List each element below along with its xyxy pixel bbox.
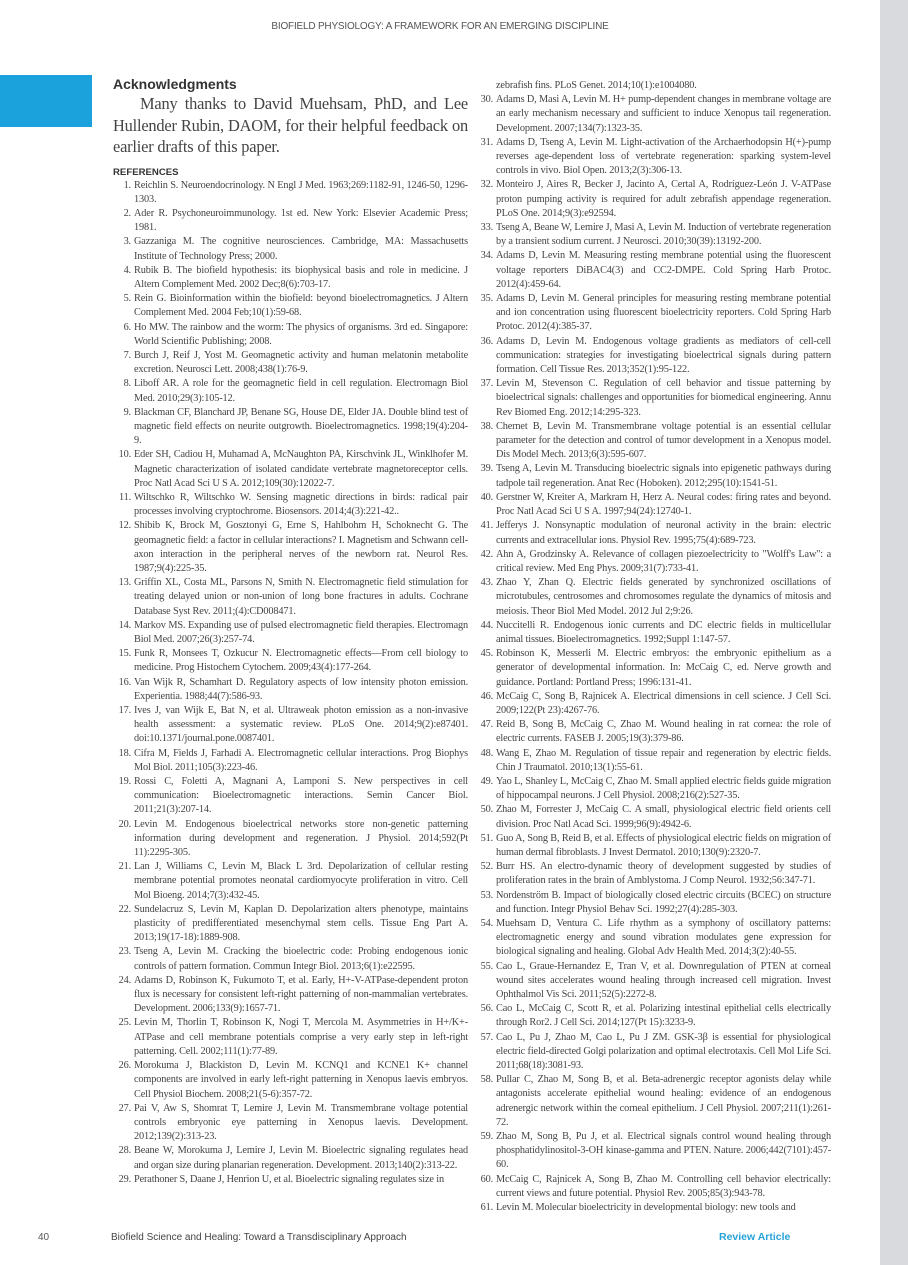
reference-text: Van Wijk R, Schamhart D. Regulatory aspects of low intensity photon emission. Experientia. 1988;44(7):586-93. — [134, 676, 468, 702]
reference-text: Tseng A, Levin M. Cracking the bioelectric code: Probing endogenous ionic controls of pattern formation. Commun Integr Biol. 2013;6(1):e22595. — [134, 946, 468, 972]
reference-item — [475, 249, 831, 292]
reference-text: Cao L, McCaig C, Scott R, et al. Polarizing intestinal epithelial cells electrically through Ror2. J Cell Sci. 2014;127(Pt 15):3233-9. — [496, 1003, 831, 1029]
references-list-left-column — [113, 179, 468, 1187]
reference-item — [113, 207, 468, 235]
reference-number: 12. — [118, 520, 131, 532]
reference-text: Adams D, Levin M. General principles for measuring resting membrane potential and ion concentration using fluorescent bioelectricity reporters. Cold Spring Harb Protoc. 2012(4):385-37. — [496, 293, 831, 333]
reference-number: 13. — [118, 577, 131, 589]
reference-item — [113, 179, 468, 207]
reference-number: 41. — [480, 520, 493, 532]
reference-text: Robinson K, Messerli M. Electric embryos: the embryonic epithelium as a generator of developmental information. In: McCaig C, ed. Nerve growth and guidance. Portland: Portland Press; 1996:131-41. — [496, 648, 831, 688]
reference-text: Reid B, Song B, McCaig C, Zhao M. Wound healing in rat cornea: the role of electric currents. FASEB J. 2005;19(3):379-86. — [496, 719, 831, 745]
reference-item — [475, 335, 831, 378]
journal-title: Biofield Science and Healing: Toward a Transdisciplinary Approach — [111, 1232, 407, 1243]
reference-item — [475, 1201, 831, 1215]
reference-text: Sundelacruz S, Levin M, Kaplan D. Depolarization alters phenotype, maintains plasticity of predifferentiated mesenchymal stem cells. Tissue Eng Part A. 2013;19(17-18):1889-908. — [134, 903, 468, 944]
reference-number: 40. — [480, 491, 493, 503]
reference-text: Levin M, Thorlin T, Robinson K, Nogi T, Mercola M. Asymmetries in H+/K+-ATPase and cell membrane potentials comprise a very early step in left-right patterning. Cell. 2002;111(1):77-89. — [134, 1017, 468, 1057]
reference-number: 6. — [123, 321, 131, 333]
accent-color-block — [0, 75, 92, 127]
reference-item — [113, 945, 468, 973]
reference-number: 18. — [118, 747, 131, 759]
reference-item — [113, 676, 468, 704]
reference-number: 30. — [480, 94, 493, 106]
reference-item — [475, 960, 831, 1003]
reference-text: Eder SH, Cadiou H, Muhamad A, McNaughton PA, Kirschvink JL, Winklhofer M. Magnetic characterization of isolated candidate vertebrate magnetoreceptor cells. Proc Natl Acad Sci U S A. 2012;109(30):12022-7. — [134, 449, 468, 489]
reference-item — [475, 803, 831, 831]
reference-text: Burch J, Reif J, Yost M. Geomagnetic activity and human melatonin metabolite excretion. Neurosci Lett. 2008;438(1):76-9. — [134, 349, 468, 376]
reference-number: 43. — [480, 577, 493, 589]
reference-number: 45. — [480, 648, 493, 660]
reference-text: Markov MS. Expanding use of pulsed electromagnetic field therapies. Electromagn Biol Med. 2007;26(3):257-74. — [134, 619, 468, 645]
reference-number: 35. — [480, 293, 493, 305]
reference-item — [113, 619, 468, 647]
reference-item — [475, 619, 831, 647]
reference-item — [113, 903, 468, 946]
acknowledgments-heading: Acknowledgments — [113, 76, 237, 92]
reference-item — [475, 548, 831, 576]
reference-number: 38. — [480, 420, 493, 432]
reference-text: Nordenström B. Impact of biologically closed electric circuits (BCEC) on structure and function. Integr Physiol Behav Sci. 1992;27(4):285-303. — [496, 889, 831, 915]
reference-item — [113, 1059, 468, 1102]
reference-item — [475, 420, 831, 463]
reference-item — [475, 1173, 831, 1201]
reference-text: Guo A, Song B, Reid B, et al. Effects of physiological electric fields on migration of human dermal fibroblasts. J Invest Dermatol. 2010;130(9):2320-7. — [496, 832, 831, 858]
running-head: BIOFIELD PHYSIOLOGY: A FRAMEWORK FOR AN EMERGING DISCIPLINE — [271, 21, 609, 32]
reference-number: 33. — [480, 222, 493, 234]
reference-text: McCaig C, Song B, Rajnicek A. Electrical dimensions in cell science. J Cell Sci. 2009;122(Pt 23):4267-76. — [496, 690, 831, 716]
reference-number: 24. — [118, 974, 131, 986]
reference-text: Tseng A, Beane W, Lemire J, Masi A, Levin M. Induction of vertebrate regeneration by a transient sodium current. J Neurosci. 2010;30(39):13192-200. — [496, 222, 831, 248]
reference-text: Levin M, Stevenson C. Regulation of cell behavior and tissue patterning by bioelectrical signals: challenges and opportunities for biomedical engineering. Annu Rev Biomed Eng. 2012;14:295-323. — [496, 378, 831, 418]
reference-number: 1. — [123, 179, 131, 191]
reference-number: 44. — [480, 619, 493, 631]
reference-number: 22. — [118, 903, 131, 915]
reference-number: 58. — [480, 1074, 493, 1086]
reference-number: 11. — [118, 491, 131, 503]
reference-text: Pullar C, Zhao M, Song B, et al. Beta-adrenergic receptor agonists delay while antagonists accelerate epithelial wound healing: evidence of an endogenous adrenergic network within the corneal epithelium. J Cell Physiol. 2007;211(1):261-72. — [496, 1074, 831, 1128]
reference-item — [113, 321, 468, 349]
reference-text: Ives J, van Wijk E, Bat N, et al. Ultraweak photon emission as a non-invasive health assessment: a systematic review. PLoS One. 2014;9(2):e87401. doi:10.1371/journal.pone.0087401. — [134, 705, 468, 745]
reference-item — [475, 1031, 831, 1074]
reference-number: 21. — [118, 861, 131, 873]
reference-item — [475, 377, 831, 420]
reference-number: 25. — [118, 1017, 131, 1029]
reference-text: Rossi C, Foletti A, Magnani A, Lamponi S. New perspectives in cell communication: Bioelectromagnetic interactions. Semin Cancer Biol. 2011;21(3):207-14. — [134, 776, 468, 816]
reference-item — [113, 235, 468, 263]
reference-text: Adams D, Masi A, Levin M. H+ pump-dependent changes in membrane voltage are an early mechanism necessary and sufficient to induce Xenopus tail regeneration. Development. 2007;134(7):1323-35. — [496, 94, 831, 134]
reference-text: Pai V, Aw S, Shomrat T, Lemire J, Levin M. Transmembrane voltage potential controls embryonic eye patterning in Xenopus laevis. Development. 2012;139(2):313-23. — [134, 1102, 468, 1143]
reference-text: Ho MW. The rainbow and the worm: The physics of organisms. 3rd ed. Singapore: World Scientific Publishing; 2008. — [134, 321, 468, 347]
reference-text: Adams D, Robinson K, Fukumoto T, et al. Early, H+-V-ATPase-dependent proton flux is necessary for consistent left-right patterning of non-mammalian vertebrates. Development. 2006;133(9):1657-71. — [134, 974, 468, 1015]
reference-item — [113, 491, 468, 519]
article-type-label: Review Article — [719, 1231, 791, 1243]
reference-number: 29. — [118, 1173, 131, 1185]
reference-number: 51. — [480, 832, 493, 844]
reference-number: 49. — [480, 775, 493, 787]
reference-item — [475, 832, 831, 860]
reference-item — [113, 292, 468, 320]
reference-number: 15. — [118, 648, 131, 660]
reference-number: 17. — [118, 705, 131, 717]
reference-number: 60. — [480, 1173, 493, 1185]
reference-number: 8. — [123, 378, 131, 390]
reference-text: Shibib K, Brock M, Gosztonyi G, Erne S, Hahlbohm H, Schoknecht G. The geomagnetic field: a factor in cellular interactions? I. Magnetism and Schwann cell-axon interaction in the peripheral nerves of the newborn rat. Neurol Res. 1987;9(4):225-35. — [134, 520, 468, 574]
reference-item — [475, 747, 831, 775]
reference-text: Cifra M, Fields J, Farhadi A. Electromagnetic cellular interactions. Prog Biophys Mol Biol. 2011;105(3):223-46. — [134, 747, 468, 773]
reference-number: 50. — [480, 804, 493, 816]
reference-item — [113, 1173, 468, 1187]
reference-number: 2. — [123, 207, 131, 219]
reference-text: zebrafish fins. PLoS Genet. 2014;10(1):e1004080. — [496, 80, 697, 91]
reference-text: Wang E, Zhao M. Regulation of tissue repair and regeneration by electric fields. Chin J Traumatol. 2010;13(1):55-61. — [496, 747, 831, 773]
reference-item — [475, 775, 831, 803]
reference-item — [113, 775, 468, 818]
reference-item — [475, 718, 831, 746]
reference-text: McCaig C, Rajnicek A, Song B, Zhao M. Controlling cell behavior electrically: current views and future potential. Physiol Rev. 2005;85(3):943-78. — [496, 1173, 831, 1199]
reference-text: Monteiro J, Aires R, Becker J, Jacinto A, Certal A, Rodríguez-León J. V-ATPase proton pumping activity is required for adult zebrafish appendage regeneration. PLoS One. 2014;9(3):e92594. — [496, 179, 831, 219]
reference-text: Reichlin S. Neuroendocrinology. N Engl J Med. 1963;269:1182-91, 1246-50, 1296-1303. — [134, 179, 468, 205]
reference-item — [113, 1016, 468, 1059]
reference-number: 10. — [118, 449, 131, 461]
reference-number: 20. — [118, 818, 131, 830]
reference-text: Adams D, Levin M. Endogenous voltage gradients as mediators of cell-cell communication: strategies for investigating bioelectrical signals during pattern formation. Cell Tissue Res. 2013;352(1):95-122. — [496, 335, 831, 376]
reference-text: Cao L, Pu J, Zhao M, Cao L, Pu J ZM. GSK-3β is essential for physiological electric field-directed Golgi polarization and optimal electrotaxis. Cell Mol Life Sci. 2011;68(18):3081-93. — [496, 1031, 831, 1072]
reference-item — [475, 519, 831, 547]
reference-text: Nuccitelli R. Endogenous ionic currents and DC electric fields in multicellular animal tissues. Bioelectromagnetics. 1992;Suppl 1:147-57. — [496, 619, 831, 645]
reference-item — [475, 462, 831, 490]
reference-item — [113, 747, 468, 775]
reference-item — [113, 448, 468, 491]
reference-text: Levin M. Molecular bioelectricity in developmental biology: new tools and — [496, 1202, 796, 1214]
reference-item — [113, 860, 468, 903]
reference-item — [475, 136, 831, 179]
reference-item — [475, 221, 831, 249]
reference-text: Zhao Y, Zhan Q. Electric fields generated by synchronized oscillations of microtubules, centrosomes and chromosomes regulate the dynamics of mitosis and meiosis. Theor Biol Med Model. 2012 Jul 2;9:26. — [496, 577, 831, 617]
references-list-right-column — [475, 79, 831, 1215]
reference-text: Morokuma J, Blackiston D, Levin M. KCNQ1 and KCNE1 K+ channel components are involved in early left-right patterning in Xenopus laevis embryos. Cell Physiol Biochem. 2008;21(5-6):357-72. — [134, 1060, 468, 1100]
reference-text: Burr HS. An electro-dynamic theory of development suggested by studies of proliferation rates in the brain of Amblystoma. J Comp Neurol. 1932;56:347-71. — [496, 861, 831, 887]
reference-text: Perathoner S, Daane J, Henrion U, et al. Bioelectric signaling regulates size in — [134, 1173, 444, 1185]
reference-number: 48. — [480, 747, 493, 759]
reference-number: 47. — [480, 719, 493, 731]
reference-text: Chernet B, Levin M. Transmembrane voltage potential is an essential cellular parameter for the detection and control of tumor development in a Xenopus model. Dis Model Mech. 2013;6(3):595-607. — [496, 420, 831, 461]
reference-text: Ader R. Psychoneuroimmunology. 1st ed. New York: Elsevier Academic Press; 1981. — [134, 207, 468, 234]
reference-item — [113, 576, 468, 619]
reference-number: 19. — [118, 776, 131, 788]
acknowledgments-body: Many thanks to David Muehsam, PhD, and Lee Hullender Rubin, DAOM, for their helpful feedback on earlier drafts of this paper. — [113, 94, 468, 156]
reference-text: Gerstner W, Kreiter A, Markram H, Herz A. Neural codes: firing rates and beyond. Proc Natl Acad Sci U S A. 1997;94(24):12740-1. — [496, 491, 831, 518]
page-footer — [0, 1232, 880, 1246]
reference-number: 5. — [123, 293, 131, 305]
reference-text: Zhao M, Forrester J, McCaig C. A small, physiological electric field orients cell division. Proc Natl Acad Sci. 1999;96(9):4942-6. — [496, 804, 831, 830]
reference-item — [475, 690, 831, 718]
reference-text: Griffin XL, Costa ML, Parsons N, Smith N. Electromagnetic field stimulation for treating delayed union or non-union of long bone fractures in adults. Cochrane Database Syst Rev. 2011;(4):CD008471. — [134, 577, 468, 617]
right-column — [475, 79, 831, 1215]
reference-item — [113, 406, 468, 449]
reference-number: 7. — [123, 349, 131, 361]
reference-number: 39. — [480, 463, 493, 475]
reference-number: 3. — [123, 236, 131, 248]
reference-item — [475, 292, 831, 335]
reference-number: 14. — [118, 619, 131, 631]
reference-number: 27. — [118, 1102, 131, 1114]
reference-item — [113, 647, 468, 675]
references-heading: REFERENCES — [113, 166, 179, 178]
reference-number: 26. — [118, 1060, 131, 1072]
reference-number: 9. — [123, 406, 131, 418]
reference-number: 36. — [480, 335, 493, 347]
reference-item — [113, 519, 468, 576]
page-number: 40 — [38, 1232, 50, 1243]
reference-item — [475, 1130, 831, 1173]
reference-text: Levin M. Endogenous bioelectrical networks store non-genetic patterning information during development and regeneration. J Physiol. 2014;592(Pt 11):2295-305. — [134, 818, 468, 859]
reference-number: 4. — [123, 264, 131, 276]
reference-item — [113, 818, 468, 861]
reference-number: 16. — [118, 676, 131, 688]
reference-continuation — [475, 79, 831, 93]
reference-item — [113, 704, 468, 747]
reference-text: Liboff AR. A role for the geomagnetic field in cell regulation. Electromagn Biol Med. 2010;29(3):105-12. — [134, 378, 468, 404]
reference-number: 42. — [480, 548, 493, 560]
page-edge-strip — [880, 0, 908, 1265]
reference-item — [475, 93, 831, 136]
reference-item — [113, 1102, 468, 1145]
reference-text: Adams D, Tseng A, Levin M. Light-activation of the Archaerhodopsin H(+)-pump reverses age-dependent loss of vertebrate regeneration: sparking system-level controls in vivo. Biol Open. 2013;2(3):306-13. — [496, 136, 831, 177]
reference-item — [475, 491, 831, 519]
reference-text: Ahn A, Grodzinsky A. Relevance of collagen piezoelectricity to "Wolff's Law": a critical review. Med Eng Phys. 2009;31(7):733-41. — [496, 548, 831, 574]
reference-item — [475, 1002, 831, 1030]
reference-item — [475, 647, 831, 690]
reference-item — [113, 974, 468, 1017]
reference-item — [113, 377, 468, 405]
reference-text: Funk R, Monsees T, Ozkucur N. Electromagnetic effects—From cell biology to medicine. Prog Histochem Cytochem. 2009;43(4):177-264. — [134, 648, 468, 674]
reference-item — [113, 1144, 468, 1172]
reference-item — [475, 576, 831, 619]
reference-text: Gazzaniga M. The cognitive neurosciences. Cambridge, MA: Massachusetts Institute of Technology Press; 2000. — [134, 236, 468, 262]
reference-number: 59. — [480, 1131, 493, 1143]
reference-text: Blackman CF, Blanchard JP, Benane SG, House DE, Elder JA. Double blind test of magnetic field effects on neurite outgrowth. Bioelectromagnetics. 1998;19(4):204-9. — [134, 406, 468, 447]
reference-item — [475, 889, 831, 917]
reference-item — [113, 264, 468, 292]
reference-text: Muehsam D, Ventura C. Life rhythm as a symphony of oscillatory patterns: electromagnetic energy and sound vibration modulates gene expression for biological signaling and healing. Global Adv Health Med. 2014;3(2):40-55. — [496, 917, 831, 958]
reference-number: 61. — [480, 1202, 493, 1214]
reference-number: 56. — [480, 1003, 493, 1015]
reference-number: 55. — [480, 960, 493, 972]
reference-text: Jefferys J. Nonsynaptic modulation of neuronal activity in the brain: electric currents and extracellular ions. Physiol Rev. 1995;75(4):689-723. — [496, 520, 831, 546]
reference-text: Yao L, Shanley L, McCaig C, Zhao M. Small applied electric fields guide migration of hippocampal neurons. J Cell Physiol. 2008;216(2):527-35. — [496, 775, 831, 802]
reference-text: Rein G. Bioinformation within the biofield: beyond bioelectromagnetics. J Altern Complement Med. 2004 Feb;10(1):59-68. — [134, 293, 468, 319]
reference-item — [475, 917, 831, 960]
reference-text: Cao L, Graue-Hernandez E, Tran V, et al. Downregulation of PTEN at corneal wound sites accelerates wound healing through increased cell migration. Invest Ophthalmol Vis Sci. 2011;52(5):2272-8. — [496, 960, 831, 1000]
reference-number: 53. — [480, 889, 493, 901]
reference-text: Zhao M, Song B, Pu J, et al. Electrical signals control wound healing through phosphatidylinositol-3-OH kinase-gamma and PTEN. Nature. 2006;442(7101):457-60. — [496, 1131, 831, 1171]
reference-number: 32. — [480, 179, 493, 191]
reference-item — [475, 178, 831, 221]
reference-text: Rubik B. The biofield hypothesis: its biophysical basis and role in medicine. J Altern Complement Med. 2002 Dec;8(6):703-17. — [134, 264, 468, 290]
left-column — [113, 76, 468, 1187]
reference-number: 34. — [480, 250, 493, 262]
reference-number: 54. — [480, 917, 493, 929]
reference-number: 57. — [480, 1031, 493, 1043]
reference-item — [475, 1073, 831, 1130]
reference-number: 46. — [480, 690, 493, 702]
reference-text: Beane W, Morokuma J, Lemire J, Levin M. Bioelectric signaling regulates head and organ size during planarian regeneration. Development. 2013;140(2):313-22. — [134, 1145, 468, 1171]
reference-number: 28. — [118, 1145, 131, 1157]
reference-item — [113, 349, 468, 377]
reference-number: 31. — [480, 136, 493, 148]
reference-text: Wiltschko R, Wiltschko W. Sensing magnetic directions in birds: radical pair processes involving cryptochrome. Biosensors. 2014;4(3):221-42.. — [134, 491, 468, 518]
reference-text: Tseng A, Levin M. Transducing bioelectric signals into epigenetic pathways during tadpole tail regeneration. Anat Rec (Hoboken). 2012;295(10):1541-51. — [496, 463, 831, 489]
reference-number: 37. — [480, 378, 493, 390]
reference-number: 52. — [480, 861, 493, 873]
reference-item — [475, 860, 831, 888]
reference-number: 23. — [118, 946, 131, 958]
reference-text: Adams D, Levin M. Measuring resting membrane potential using the fluorescent voltage reporters DiBAC4(3) and CC2-DMPE. Cold Spring Harb Protoc. 2012(4):459-64. — [496, 250, 831, 290]
reference-text: Lan J, Williams C, Levin M, Black L 3rd. Depolarization of cellular resting membrane potential promotes neonatal cardiomyocyte proliferation in vitro. Cell Mol Bioeng. 2014;7(3):432-45. — [134, 861, 468, 901]
